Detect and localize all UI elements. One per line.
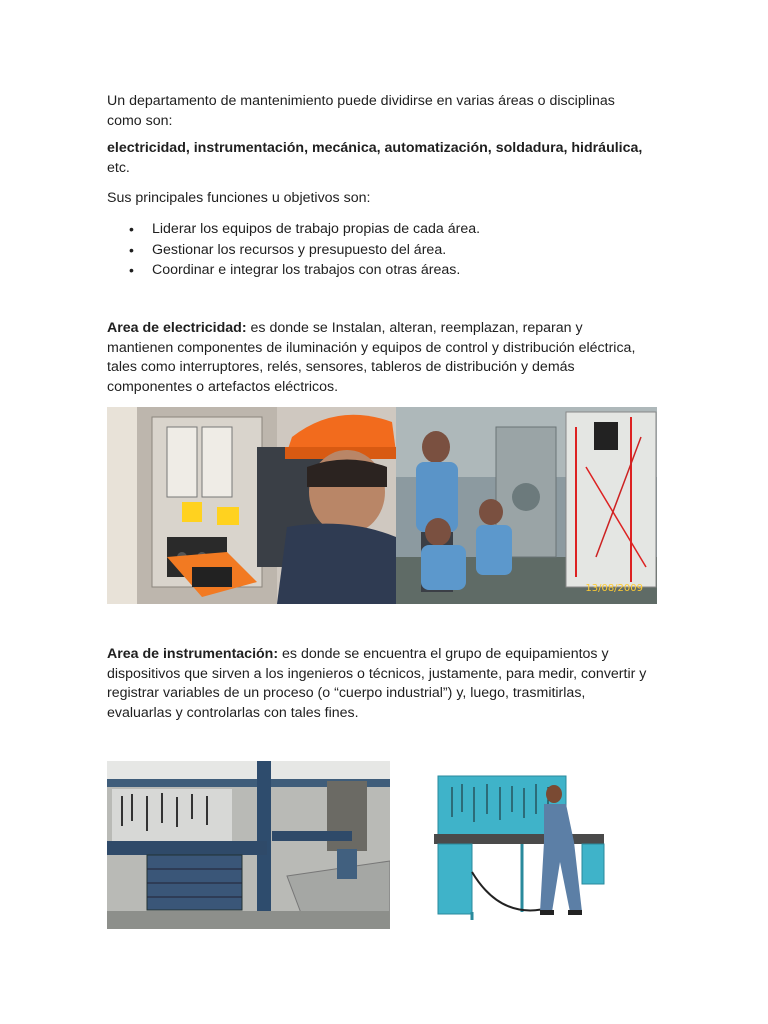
workbench-photo: [432, 772, 612, 924]
disciplines-list: electricidad, instrumentación, mecánica, automatización, soldadura, hidráulica,: [107, 140, 643, 156]
list-item: • Gestionar los recursos y presupuesto del área.: [107, 240, 480, 261]
instrumentacion-heading: Area de instrumentación:: [107, 646, 279, 662]
workshop-photo: [107, 761, 390, 929]
instrumentacion-body: es donde se encuentra el grupo de equipamientos y dispositivos que sirven a los ingenieros o técnicos, justamente, para medir, convertir y registrar variables de un proceso (o “cuerpo industrial”) y, luego, trasmitirlas, evaluarlas y controlarlas con tales fines.: [107, 646, 647, 721]
technicians-photo: [396, 407, 657, 604]
list-item: • Coordinar e integrar los trabajos con otras áreas.: [107, 260, 480, 281]
instrumentacion-paragraph: [107, 645, 652, 723]
electrician-photo: [107, 407, 396, 604]
list-item: • Liderar los equipos de trabajo propias de cada área.: [107, 219, 480, 240]
disciplines-tail: etc.: [107, 159, 130, 176]
electricidad-paragraph: [107, 319, 652, 397]
electricidad-body: es donde se Instalan, alteran, reemplazan, reparan y mantienen componentes de iluminación y equipos de control y distribución eléctrica, tales como interruptores, relés, sensores, tableros de distribución y demás componentes o artefactos eléctricos.: [107, 320, 636, 395]
photo-date-stamp: 13/08/2009: [585, 583, 643, 594]
electricidad-heading: Area de electricidad:: [107, 320, 247, 336]
intro-paragraph: Un departamento de mantenimiento puede dividirse en varias áreas o disciplinas como son:: [107, 93, 615, 129]
functions-intro: Sus principales funciones u objetivos son:: [107, 190, 371, 206]
disciplines-paragraph: [107, 139, 652, 178]
functions-list: [107, 219, 480, 281]
